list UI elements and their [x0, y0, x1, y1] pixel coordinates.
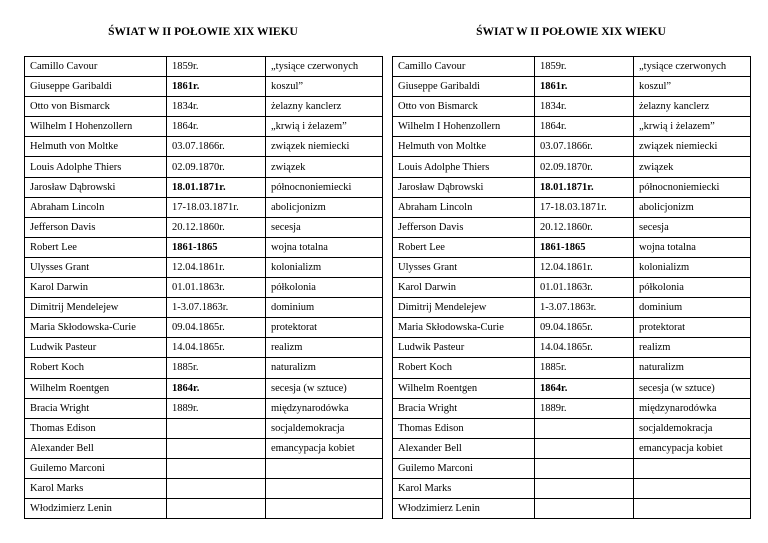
table-row — [393, 418, 751, 438]
term-cell: naturalizm — [634, 358, 751, 378]
date-cell — [167, 499, 266, 519]
table-row — [393, 197, 751, 217]
term-cell: półkolonia — [266, 278, 383, 298]
term-cell: abolicjonizm — [634, 197, 751, 217]
person-name-cell: Jefferson Davis — [393, 217, 535, 237]
table-row — [25, 478, 383, 498]
date-cell — [535, 418, 634, 438]
date-cell: 03.07.1866r. — [167, 137, 266, 157]
person-name-cell: Wilhelm I Hohenzollern — [393, 117, 535, 137]
term-cell: socjaldemokracja — [634, 418, 751, 438]
person-name-cell: Helmuth von Moltke — [25, 137, 167, 157]
term-cell: realizm — [634, 338, 751, 358]
date-cell: 03.07.1866r. — [535, 137, 634, 157]
table-row — [25, 418, 383, 438]
table-row — [393, 358, 751, 378]
table-row — [393, 278, 751, 298]
term-cell: związek — [266, 157, 383, 177]
date-cell: 1885r. — [167, 358, 266, 378]
table-row — [393, 137, 751, 157]
person-name-cell: Dimitrij Mendelejew — [393, 298, 535, 318]
term-cell — [634, 458, 751, 478]
table-row — [25, 97, 383, 117]
table-row — [393, 298, 751, 318]
term-cell: międzynarodówka — [634, 398, 751, 418]
term-cell: secesja (w sztuce) — [634, 378, 751, 398]
date-cell: 01.01.1863r. — [167, 278, 266, 298]
term-cell: emancypacja kobiet — [634, 438, 751, 458]
table-row — [393, 318, 751, 338]
date-cell: 14.04.1865r. — [535, 338, 634, 358]
term-cell — [266, 458, 383, 478]
person-name-cell: Karol Darwin — [393, 278, 535, 298]
term-cell: koszul” — [634, 77, 751, 97]
term-cell: międzynarodówka — [266, 398, 383, 418]
table-row — [25, 137, 383, 157]
term-cell — [634, 499, 751, 519]
term-cell: wojna totalna — [634, 237, 751, 257]
term-cell: abolicjonizm — [266, 197, 383, 217]
person-name-cell: Otto von Bismarck — [25, 97, 167, 117]
term-cell: północnoniemiecki — [634, 177, 751, 197]
table-row — [393, 237, 751, 257]
table-row — [393, 338, 751, 358]
date-cell: 1834r. — [535, 97, 634, 117]
page-title-right: ŚWIAT W II POŁOWIE XIX WIEKU — [476, 26, 666, 38]
person-name-cell: Guilemo Marconi — [393, 458, 535, 478]
date-cell: 09.04.1865r. — [535, 318, 634, 338]
table-row — [393, 257, 751, 277]
person-name-cell: Ludwik Pasteur — [393, 338, 535, 358]
date-cell: 1861r. — [167, 77, 266, 97]
person-name-cell: Bracia Wright — [393, 398, 535, 418]
table-row — [393, 177, 751, 197]
person-name-cell: Giuseppe Garibaldi — [25, 77, 167, 97]
person-name-cell: Jarosław Dąbrowski — [25, 177, 167, 197]
person-name-cell: Thomas Edison — [393, 418, 535, 438]
date-cell: 1861-1865 — [167, 237, 266, 257]
term-cell: secesja (w sztuce) — [266, 378, 383, 398]
table-row — [25, 378, 383, 398]
date-cell: 1834r. — [167, 97, 266, 117]
person-name-cell: Jefferson Davis — [25, 217, 167, 237]
term-cell — [634, 478, 751, 498]
date-cell: 1864r. — [535, 117, 634, 137]
person-name-cell: Karol Marks — [393, 478, 535, 498]
date-cell: 20.12.1860r. — [535, 217, 634, 237]
table-row — [25, 338, 383, 358]
table-row — [393, 378, 751, 398]
table-row — [393, 398, 751, 418]
person-name-cell: Helmuth von Moltke — [393, 137, 535, 157]
term-cell: związek niemiecki — [634, 137, 751, 157]
person-name-cell: Abraham Lincoln — [393, 197, 535, 217]
date-cell: 1864r. — [535, 378, 634, 398]
person-name-cell: Robert Koch — [393, 358, 535, 378]
person-name-cell: Karol Marks — [25, 478, 167, 498]
person-name-cell: Louis Adolphe Thiers — [25, 157, 167, 177]
term-cell: „tysiące czerwonych — [266, 57, 383, 77]
term-cell: wojna totalna — [266, 237, 383, 257]
table-row — [25, 77, 383, 97]
person-name-cell: Ludwik Pasteur — [25, 338, 167, 358]
person-name-cell: Dimitrij Mendelejew — [25, 298, 167, 318]
person-name-cell: Jarosław Dąbrowski — [393, 177, 535, 197]
term-cell: secesja — [266, 217, 383, 237]
date-cell — [535, 499, 634, 519]
term-cell: „krwią i żelazem” — [266, 117, 383, 137]
person-name-cell: Otto von Bismarck — [393, 97, 535, 117]
date-cell: 18.01.1871r. — [535, 177, 634, 197]
date-cell: 1889r. — [535, 398, 634, 418]
term-cell: protektorat — [634, 318, 751, 338]
date-cell: 20.12.1860r. — [167, 217, 266, 237]
table-row — [25, 257, 383, 277]
person-name-cell: Robert Lee — [25, 237, 167, 257]
person-name-cell: Giuseppe Garibaldi — [393, 77, 535, 97]
person-name-cell: Robert Koch — [25, 358, 167, 378]
person-name-cell: Camillo Cavour — [25, 57, 167, 77]
date-cell: 12.04.1861r. — [167, 257, 266, 277]
date-cell: 1859r. — [535, 57, 634, 77]
date-cell: 12.04.1861r. — [535, 257, 634, 277]
term-cell: północnoniemiecki — [266, 177, 383, 197]
term-cell: emancypacja kobiet — [266, 438, 383, 458]
date-cell: 1864r. — [167, 117, 266, 137]
term-cell: żelazny kanclerz — [266, 97, 383, 117]
table-row — [393, 499, 751, 519]
table-row — [393, 157, 751, 177]
date-cell — [167, 478, 266, 498]
table-row — [393, 57, 751, 77]
date-cell: 02.09.1870r. — [535, 157, 634, 177]
table-row — [393, 117, 751, 137]
table-row — [393, 77, 751, 97]
table-row — [25, 358, 383, 378]
person-name-cell: Ulysses Grant — [393, 257, 535, 277]
term-cell: socjaldemokracja — [266, 418, 383, 438]
person-name-cell: Robert Lee — [393, 237, 535, 257]
term-cell: półkolonia — [634, 278, 751, 298]
table-row — [25, 217, 383, 237]
table-row — [393, 458, 751, 478]
term-cell: kolonializm — [266, 257, 383, 277]
table-row — [25, 298, 383, 318]
date-cell — [535, 478, 634, 498]
term-cell: koszul” — [266, 77, 383, 97]
date-cell: 1861-1865 — [535, 237, 634, 257]
date-cell: 18.01.1871r. — [167, 177, 266, 197]
date-cell: 09.04.1865r. — [167, 318, 266, 338]
person-name-cell: Wilhelm Roentgen — [25, 378, 167, 398]
table-row — [25, 117, 383, 137]
person-name-cell: Bracia Wright — [25, 398, 167, 418]
date-cell: 14.04.1865r. — [167, 338, 266, 358]
term-cell: kolonializm — [634, 257, 751, 277]
date-cell — [167, 438, 266, 458]
date-cell: 1-3.07.1863r. — [167, 298, 266, 318]
table-row — [393, 217, 751, 237]
date-cell — [167, 458, 266, 478]
term-cell: protektorat — [266, 318, 383, 338]
person-name-cell: Louis Adolphe Thiers — [393, 157, 535, 177]
table-row — [25, 197, 383, 217]
date-cell — [167, 418, 266, 438]
table-row — [393, 478, 751, 498]
person-name-cell: Abraham Lincoln — [25, 197, 167, 217]
date-cell: 17-18.03.1871r. — [167, 197, 266, 217]
person-name-cell: Włodzimierz Lenin — [393, 499, 535, 519]
table-row — [393, 438, 751, 458]
table-row — [25, 438, 383, 458]
person-name-cell: Alexander Bell — [25, 438, 167, 458]
date-cell: 01.01.1863r. — [535, 278, 634, 298]
term-cell: realizm — [266, 338, 383, 358]
term-cell: secesja — [634, 217, 751, 237]
table-row — [25, 57, 383, 77]
date-cell: 1864r. — [167, 378, 266, 398]
term-cell: dominium — [634, 298, 751, 318]
date-cell: 1889r. — [167, 398, 266, 418]
worksheet-table-left — [24, 56, 383, 519]
person-name-cell: Maria Skłodowska-Curie — [25, 318, 167, 338]
table-row — [25, 499, 383, 519]
term-cell: związek niemiecki — [266, 137, 383, 157]
table-row — [393, 97, 751, 117]
table-row — [25, 398, 383, 418]
person-name-cell: Ulysses Grant — [25, 257, 167, 277]
person-name-cell: Wilhelm Roentgen — [393, 378, 535, 398]
table-row — [25, 177, 383, 197]
person-name-cell: Maria Skłodowska-Curie — [393, 318, 535, 338]
person-name-cell: Thomas Edison — [25, 418, 167, 438]
term-cell — [266, 499, 383, 519]
date-cell: 02.09.1870r. — [167, 157, 266, 177]
table-row — [25, 157, 383, 177]
worksheet-table-right — [392, 56, 751, 519]
term-cell: naturalizm — [266, 358, 383, 378]
person-name-cell: Włodzimierz Lenin — [25, 499, 167, 519]
person-name-cell: Karol Darwin — [25, 278, 167, 298]
date-cell: 17-18.03.1871r. — [535, 197, 634, 217]
term-cell: „krwią i żelazem” — [634, 117, 751, 137]
date-cell: 1861r. — [535, 77, 634, 97]
term-cell — [266, 478, 383, 498]
table-row — [25, 237, 383, 257]
table-row — [25, 318, 383, 338]
table-row — [25, 278, 383, 298]
date-cell: 1-3.07.1863r. — [535, 298, 634, 318]
person-name-cell: Wilhelm I Hohenzollern — [25, 117, 167, 137]
person-name-cell: Guilemo Marconi — [25, 458, 167, 478]
date-cell: 1859r. — [167, 57, 266, 77]
date-cell — [535, 458, 634, 478]
person-name-cell: Camillo Cavour — [393, 57, 535, 77]
table-row — [25, 458, 383, 478]
term-cell: „tysiące czerwonych — [634, 57, 751, 77]
term-cell: żelazny kanclerz — [634, 97, 751, 117]
date-cell — [535, 438, 634, 458]
term-cell: związek — [634, 157, 751, 177]
term-cell: dominium — [266, 298, 383, 318]
date-cell: 1885r. — [535, 358, 634, 378]
person-name-cell: Alexander Bell — [393, 438, 535, 458]
page-title-left: ŚWIAT W II POŁOWIE XIX WIEKU — [108, 26, 298, 38]
